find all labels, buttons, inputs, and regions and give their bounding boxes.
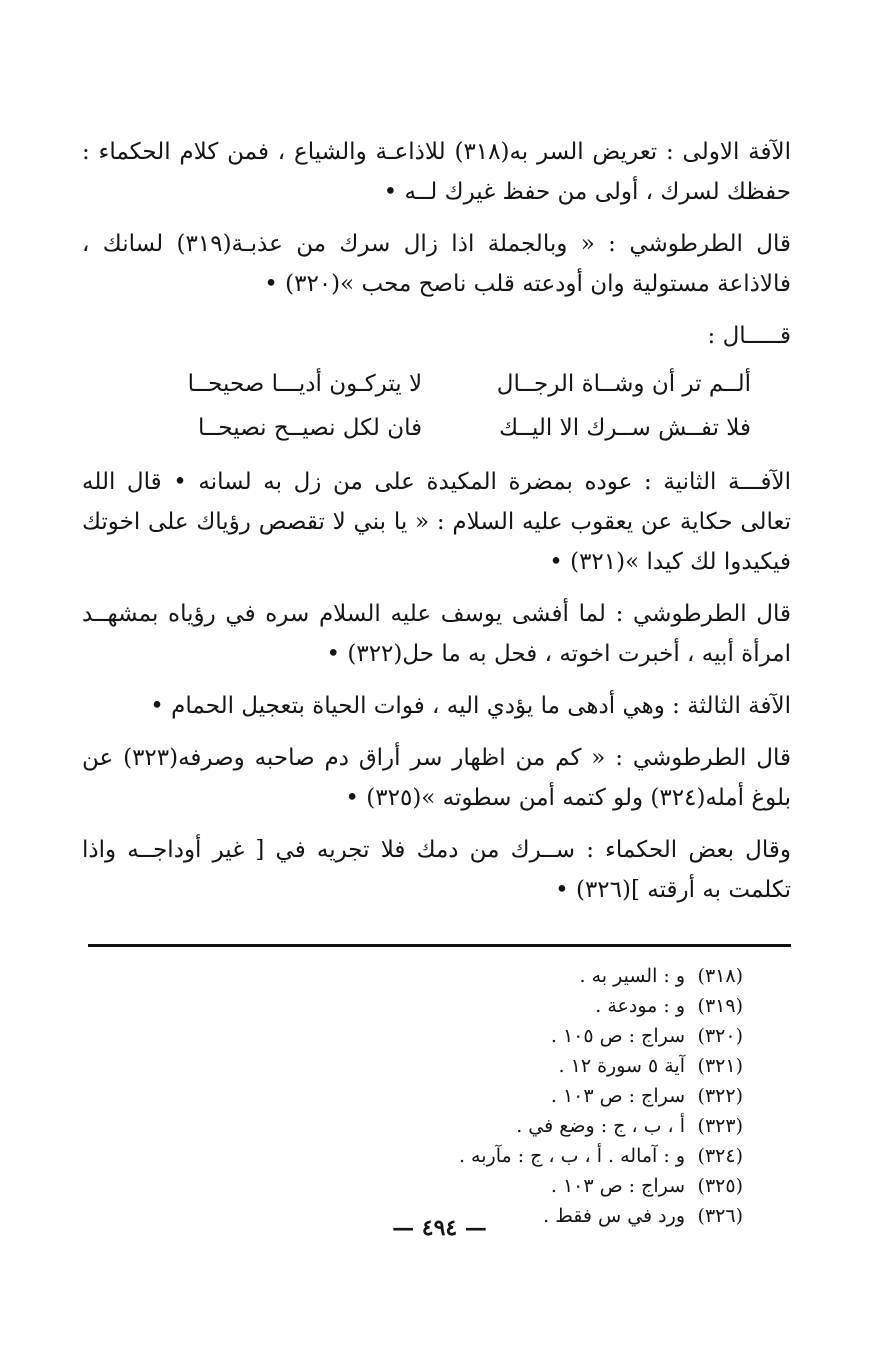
footnote-number: (٣٢٢)	[697, 1085, 743, 1107]
footnote-divider	[88, 944, 791, 947]
paragraph-tartushi-quote-3: قال الطرطوشي : « كم من اظهار سر أراق دم صاحبه وصرفه(٣٢٣) عن بلوغ أمله(٣٢٤) ولو كتمه أمن سطوته »(٣٢٥) •	[82, 745, 791, 811]
verse-intro: قـــــال :	[707, 323, 791, 349]
verse-second-hemistich: لا يتركـون أديـــا صحيحــا	[187, 371, 423, 397]
verse-line	[82, 364, 791, 404]
footnote	[82, 1081, 743, 1111]
footnote-number: (٣٢٠)	[697, 1025, 743, 1047]
footnote	[82, 961, 743, 991]
footnote	[82, 1051, 743, 1081]
footnote	[82, 1111, 743, 1141]
paragraph-wise-saying: وقال بعض الحكماء : ســرك من دمك فلا تجريه في [ غير أوداجــه واذا تكلمت به أرقته ](٣٢٦) •	[82, 837, 791, 903]
footnote-text: سراج : ص ١٠٣ .	[550, 1175, 685, 1197]
footnote-text: و : آماله . أ ، ب ، ج : مآربه .	[458, 1145, 685, 1167]
footnote	[82, 1171, 743, 1201]
verse-first-hemistich: فلا تفــش ســرك الا اليــك	[499, 415, 751, 441]
footnote-text: و : مودعة .	[595, 995, 685, 1017]
footnote-number: (٣٢٣)	[697, 1115, 743, 1137]
footnote-text: سراج : ص ١٠٥ .	[550, 1025, 685, 1047]
footnote-number: (٣٢٤)	[697, 1145, 743, 1167]
footnote-text: سراج : ص ١٠٣ .	[550, 1085, 685, 1107]
footnote-number: (٣١٩)	[697, 995, 743, 1017]
paragraph-tartushi-quote-1: قال الطرطوشي : « وبالجملة اذا زال سرك من عذبـة(٣١٩) لسانك ، فالاذاعة مستولية وان أودعته قلب ناصح محب »(٣٢٠) •	[82, 231, 792, 297]
footnote	[82, 1141, 743, 1171]
main-text	[82, 132, 791, 910]
footnote-number: (٣١٨)	[697, 965, 743, 987]
page-number: — ٤٩٤ —	[392, 1215, 487, 1241]
footnote	[82, 991, 743, 1021]
footnote-number: (٣٢٥)	[697, 1175, 743, 1197]
footnote-number: (٣٢١)	[697, 1055, 743, 1077]
footnote-number: (٣٢٦)	[697, 1205, 743, 1227]
paragraph-tartushi-quote-2: قال الطرطوشي : لما أفشى يوسف عليه السلام سره في رؤياه بمشهــد امرأة أبيه ، أخبرت اخوته ، فحل به ما حل(٣٢٢) •	[82, 601, 791, 667]
paragraph-first-affliction: الآفة الاولى : تعريض السر به(٣١٨) للاذاعـة والشياع ، فمن كلام الحكماء : حفظك لسرك ، أولى من حفظ غيرك لــه •	[82, 139, 791, 205]
verse-first-hemistich: ألــم تر أن وشــاة الرجــال	[496, 371, 751, 397]
footnote	[82, 1021, 743, 1051]
footnote-text: و : السير به .	[579, 965, 685, 987]
footnote-text: ورد في س فقط .	[543, 1205, 685, 1227]
paragraph-second-affliction: الآفـــة الثانية : عوده بمضرة المكيدة على من زل به لسانه • قال الله تعالى حكاية عن يعقوب عليه السلام : « يا بني لا تقصص رؤياك على اخوتك فيكيدوا لك كيدا »(٣٢١) •	[82, 469, 791, 575]
footnotes	[82, 961, 791, 1231]
verse-line	[82, 408, 791, 448]
verse-second-hemistich: فان لكل نصيــح نصيحــا	[197, 415, 423, 441]
footnote-text: آية ٥ سورة ١٢ .	[558, 1055, 685, 1077]
paragraph-third-affliction: الآفة الثالثة : وهي أدهى ما يؤدي اليه ، فوات الحياة بتعجيل الحمام •	[150, 693, 791, 719]
footnote-text: أ ، ب ، ج : وضع في .	[516, 1115, 685, 1137]
